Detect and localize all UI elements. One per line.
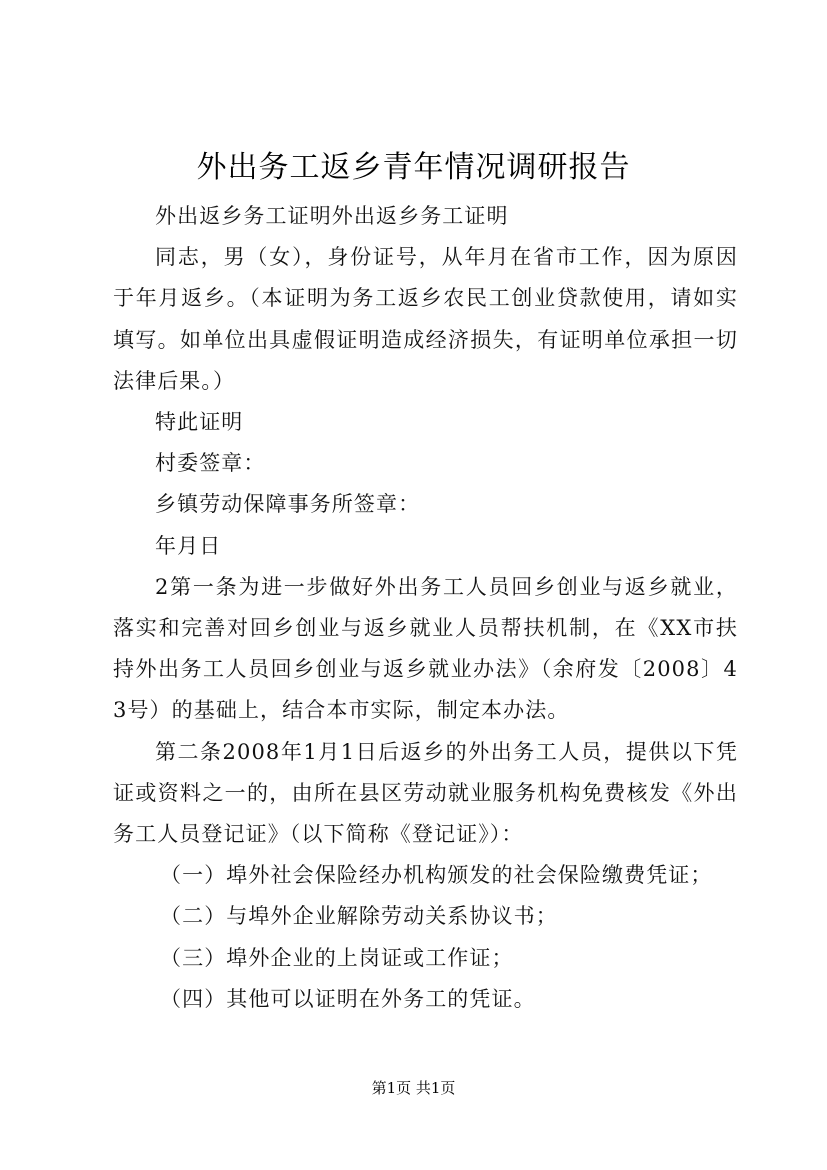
list-item-1: （一）埠外社会保险经办机构颁发的社会保险缴费凭证； xyxy=(160,863,713,888)
page-footer: 第1页 共1页 xyxy=(371,1079,456,1097)
list-item-3: （三）埠外企业的上岗证或工作证； xyxy=(160,945,514,970)
paragraph-township-seal: 乡镇劳动保障事务所签章： xyxy=(155,492,421,517)
paragraph-article-1: 2第一条为进一步做好外出务工人员回乡创业与返乡就业，落实和完善对回乡创业与返乡就业人员帮扶机制，在《XX市扶持外出务工人员回乡创业与返乡就业办法》（余府发〔2008〕43号）的基础上，结合本市实际，制定本办法。 xyxy=(113,574,738,723)
list-item-4: （四）其他可以证明在外务工的凭证。 xyxy=(160,986,536,1011)
paragraph-article-2: 第二条2008年1月1日后返乡的外出务工人员，提供以下凭证或资料之一的，由所在县区劳动就业服务机构免费核发《外出务工人员登记证》（以下简称《登记证》）： xyxy=(113,739,738,847)
paragraph-certificate-text: 同志，男（女），身份证号，从年月在省市工作，因为原因于年月返乡。（本证明为务工返乡农民工创业贷款使用，请如实填写。如单位出具虚假证明造成经济损失，有证明单位承担一切法律后果。） xyxy=(113,245,738,393)
document-body xyxy=(113,196,738,1020)
paragraph-village-seal: 村委签章： xyxy=(155,451,266,476)
paragraph-heading: 外出返乡务工证明外出返乡务工证明 xyxy=(155,204,509,228)
paragraph-special-proof: 特此证明 xyxy=(155,410,244,435)
paragraph-date: 年月日 xyxy=(155,533,222,558)
document-title: 外出务工返乡青年情况调研报告 xyxy=(196,150,631,185)
list-item-2: （二）与埠外企业解除劳动关系协议书； xyxy=(160,904,558,929)
